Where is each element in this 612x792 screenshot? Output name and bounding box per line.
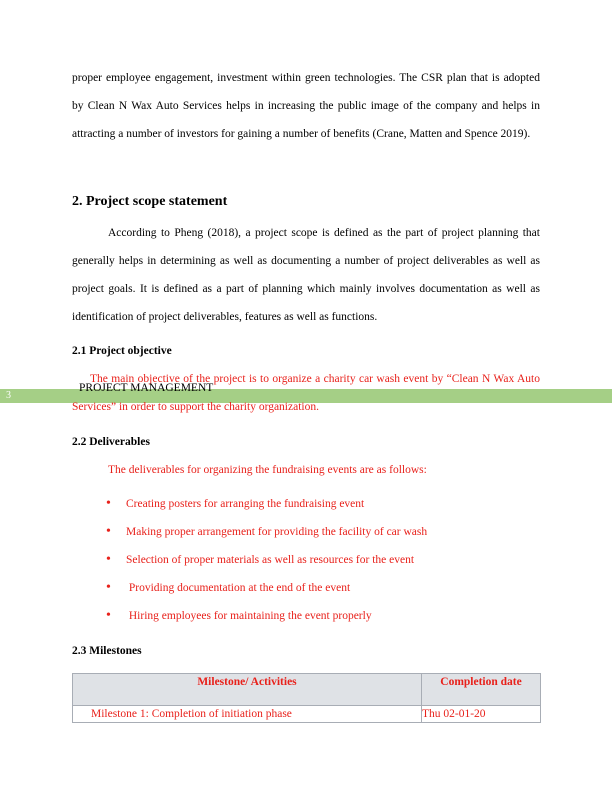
deliverables-intro: The deliverables for organizing the fundraising events are as follows: [108, 464, 427, 476]
bullet-icon: • [106, 496, 111, 511]
table-row [73, 706, 541, 723]
list-item-text: Selection of proper materials as well as resources for the event [126, 554, 415, 566]
column-header-date: Completion date [422, 674, 541, 706]
column-header-milestone: Milestone/ Activities [73, 674, 422, 706]
scope-paragraph: According to Pheng (2018), a project scope is defined as the part of project planning that generally helps in determining as well as documenting a number of project deliverables as well as project goals. It is defined as a part of planning which mainly involves documentation as well as identification of project deliverables, features as well as functions. [72, 227, 540, 323]
list-item [72, 546, 540, 574]
list-item [72, 602, 540, 630]
objective-text: The main objective of the project is to organize a charity car wash event by “Clean N Wax Auto Services” in order to support the charity organization. [72, 373, 540, 413]
table-header-row [73, 674, 541, 706]
intro-paragraph: proper employee engagement, investment within green technologies. The CSR plan that is adopted by Clean N Wax Auto Services helps in increasing the public image of the company and helps in attracting a number of investors for gaining a number of benefits (Crane, Matten and Spence 2019). [72, 72, 540, 140]
list-item-text: Hiring employees for maintaining the event properly [126, 610, 372, 622]
deliverables-list [72, 490, 540, 630]
milestones-table [72, 673, 541, 723]
page-number: 3 [6, 390, 11, 401]
deliverables-heading: 2.2 Deliverables [72, 436, 150, 448]
objective-heading: 2.1 Project objective [72, 345, 172, 357]
list-item-text: Making proper arrangement for providing the facility of car wash [126, 526, 428, 538]
bullet-icon: • [106, 524, 111, 539]
date-cell: Thu 02-01-20 [422, 706, 541, 723]
list-item-text: Creating posters for arranging the fundraising event [126, 498, 365, 510]
running-header-title: PROJECT MANAGEMENT [79, 382, 214, 394]
list-item [72, 518, 540, 546]
list-item [72, 490, 540, 518]
section-heading-scope: 2. Project scope statement [72, 194, 228, 209]
milestones-heading: 2.3 Milestones [72, 645, 142, 657]
bullet-icon: • [106, 608, 111, 623]
bullet-icon: • [106, 580, 111, 595]
bullet-icon: • [106, 552, 111, 567]
milestone-cell: Milestone 1: Completion of initiation phase [73, 706, 422, 723]
list-item-text: Providing documentation at the end of the event [126, 582, 351, 594]
list-item [72, 574, 540, 602]
